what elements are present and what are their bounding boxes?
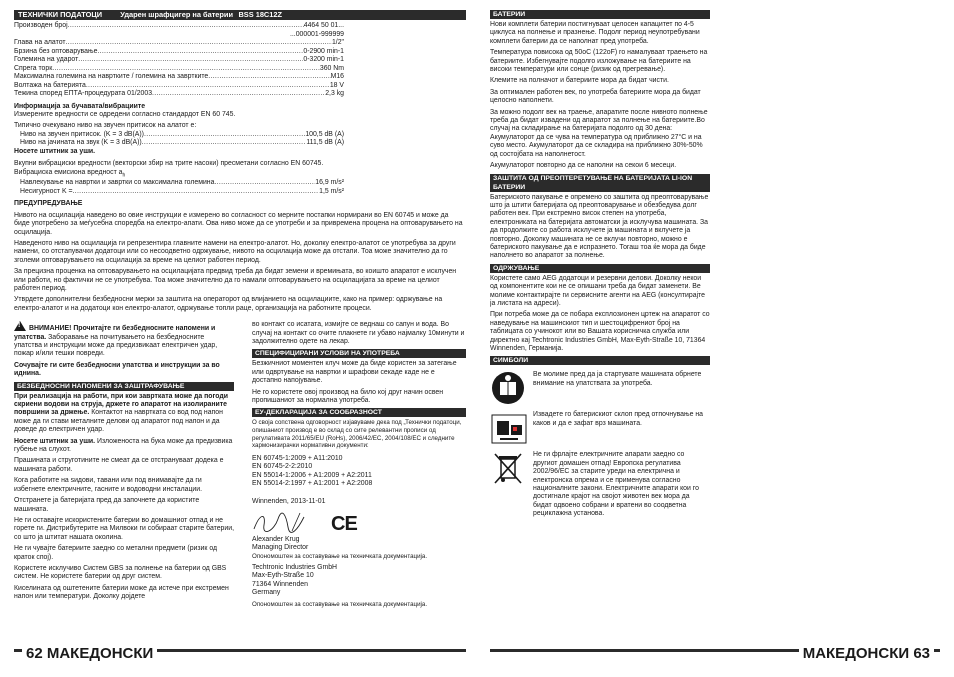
safety-paragraph: Не ги оставајте искористените батерии во домашниот отпад и не горете ги. Дистрибутерите на Милвоки ги собираат старите батерии, со што ја штитат нашата околина. — [14, 516, 234, 541]
ce-mark: CE — [331, 513, 357, 536]
model-number: BSS 18C12Z — [238, 10, 282, 19]
hidden-wires-warning: При реализација на работи, при кои завртката може да погоди скриени водови на струја, држете го апаратот на изолираните површини за држење. — [14, 392, 228, 417]
battery-paragraph: За оптимален работен век, по употреба батериите мора да бидат целосно наполнети. — [490, 88, 701, 105]
noise-row — [20, 139, 344, 148]
signer-role: Managing Director — [252, 544, 309, 552]
spec-section-title: ТЕХНИЧКИ ПОДАТОЦИ — [18, 10, 103, 19]
warning-paragraph: Утврдете дополнителни безбедносни мерки за заштита на операторот од влијанието на осцилациите, како на пример: одржување на електро-алатот и на додатоци кон електро-алатот, одржување топли раце, организација на работните процеси. — [14, 296, 443, 312]
attention-text: Заборавање на почитувањето на безбедносните упатства и инструкции може да предизвикаат електричен удар, пожар и/или тешки повреди. — [14, 333, 218, 358]
noise-ear-protection: Носете штитник за уши. — [14, 147, 96, 155]
symbols-title: СИМБОЛИ — [490, 356, 710, 365]
symbol-row — [490, 451, 710, 518]
vibration-row-leader — [73, 188, 320, 197]
batteries-title: БАТЕРИИ — [490, 10, 710, 19]
left-page — [14, 10, 466, 665]
spec-header — [14, 10, 466, 20]
warning-paragraph: Наведеното ниво на осцилација ги репрезентира главните намени на електро-алатот. Но, доколку електро-алатот се употребува за други намени, со отстапувачки додатоци или со несоодветно одржување, нивото на осцилација може да отстапи. Тоа може значително да го зголеми оптоварувањето на осцилација за време на целиот работен период. — [14, 239, 456, 264]
authorized-note-2: Опономоштен за составување на техничката документација. — [252, 600, 428, 608]
maintenance-title: ОДРЖУВАЊЕ — [490, 264, 710, 273]
symbol-text: Не ги фрлајте електричните апарати заедно со другиот домашен отпад! Европска регулатива 2002/96/EC за старите уреди на електрична и електронска опрема и се применува согласно националните закони. Електричните апарати кои го достигнале крајот на својот животен век мора да бидат одвоено собрани и вратени во соодветна рециклажна установа. — [533, 451, 699, 518]
noise-block — [14, 103, 344, 157]
noise-typical: Типично очекувано ниво на звучен притисок на алатот е: — [14, 122, 197, 130]
symbol-text: Извадете го батерискиот склоп пред отпочнување на каков и да е зафат врз машината. — [533, 411, 703, 427]
spec-row-label: Спрега торк — [14, 64, 53, 72]
tool-name: Ударен шрафцигер на батерии — [120, 10, 234, 19]
company-line: Max-Eyth-Straße 10 — [252, 572, 314, 580]
eu-declaration-text: О своја сопствена одговорност изјавуваме дека под „Технички податоци, опишаниот производ е во склад со сите релевантни прописи од регулативата 2011/65/EU (RoHs), 2006/42/EC, 2004/108/EC и следните хармонизирачки нормативни документи: — [252, 419, 462, 450]
attention-heading: ВНИМАНИЕ! Прочитајте ги безбедносните напомени и упатства. — [14, 325, 216, 341]
safety-paragraph: Кога работите на ѕидови, тавани или под внимавајте да ги избегнете електричните, гасните и водоводни инсталации. — [14, 477, 203, 493]
signer-name: Alexander Krug — [252, 535, 300, 543]
read-manual-icon — [490, 371, 528, 405]
spec-row-leader — [97, 48, 303, 57]
keep-instructions: Сочувајте ги сите безбедносни упатства и инструкции за во иднина. — [14, 361, 220, 378]
spec-row — [14, 22, 344, 31]
noise-row-leader — [144, 131, 305, 140]
spec-table — [14, 22, 344, 99]
vibration-emission: Вибрациска емисиона вредност a — [14, 168, 123, 176]
noise-row — [20, 131, 344, 140]
spec-row-leader — [66, 39, 332, 48]
spec-row-leader — [52, 65, 320, 74]
spec-row-value: 360 Nm — [319, 64, 344, 72]
safety-paragraph: Прашината и струготините не смеат да се отстрануваат додека е машината работи. — [14, 457, 224, 473]
spec-row — [14, 65, 344, 74]
company-line: Techtronic Industries GmbH — [252, 564, 338, 572]
warning-paragraph: Нивото на осцилација наведено во овие инструкции е измерено во согласност со мерните постапки нормирани во EN 60745 и може да биде употребено за меѓусебна споредба на електро-апати. Ова ниво може да се употреби и за привремена процена на оптоварувањето на осцилација. — [14, 211, 463, 236]
eu-declaration-title: ЕУ-ДЕКЛАРАЦИЈА ЗА СООБРАЗНОСТ — [252, 408, 466, 417]
signature-row — [252, 510, 466, 536]
footer-left — [14, 645, 466, 665]
footer-right-text: МАКЕДОНСКИ 63 — [799, 645, 934, 662]
spec-row-label: Големина на ударот — [14, 56, 79, 63]
noise-row-value: 111,5 dB (A) — [306, 139, 344, 147]
safety-paragraph: Користете исклучиво Систем GBS за полнење на батерии од GBS систем. Не користете батерии од друг систем. — [14, 564, 227, 581]
spec-row-value: 1/2" — [331, 39, 344, 46]
spec-row-label: Брзина без оптоварување — [14, 47, 98, 55]
spec-row-leader — [68, 22, 304, 31]
vibration-block: Вкупни вибрациски вредности (векторски збир на трите насоки) пресметани согласно EN 60745. Вибрациска емисиона вредност $a_h$ Навлекување на навртки и завртки со максимална големина ..... 16,9 m/s² Несигурност K = ..... 1,5 m/s² — [14, 160, 344, 196]
spec-row — [14, 90, 344, 99]
vibration-row-label: Навлекување на навртки и завртки со максимална големина — [20, 179, 215, 187]
spec-row — [14, 82, 344, 91]
spec-row-leader — [152, 90, 325, 99]
ear-protection-heading: Носете штитник за уши. — [14, 437, 96, 445]
spec-row-leader — [86, 82, 330, 91]
ear-protection-text: Изложеноста на бука може да предизвика губење на слухот. — [14, 437, 233, 454]
vibration-row-value: 1,5 m/s² — [319, 187, 344, 195]
safety-paragraph: Отстранете ја батеријата пред да започнете да користите машината. — [14, 497, 200, 513]
left-column-1 — [14, 321, 234, 612]
norm-item: EN 60745-1:2009 + A11:2010 — [252, 454, 343, 462]
safety-paragraph: Не ги чувајте батериите заедно со метални предмети (ризик од краток спој). — [14, 545, 218, 561]
spec-row-value: 2,3 kg — [325, 90, 344, 97]
battery-paragraph: Акумулаторот повторно да се наполни на секои 6 месеци. — [490, 162, 677, 170]
spec-row-leader — [208, 73, 330, 82]
warning-title: ПРЕДУПРЕДУВАЊЕ — [14, 200, 83, 208]
battery-paragraph: Нови комплети батерии постигнуваат целосен капацитет по 4-5 циклуса на полнење и празнење. Подолг период неупотребувани комплети батерии да се наполнат пред употреба. — [490, 21, 700, 45]
vibration-row-leader — [214, 179, 315, 188]
noise-row-value: 100,5 dB (A) — [305, 130, 344, 138]
footer-left-text: 62 МАКЕДОНСКИ — [22, 645, 157, 662]
norm-item: EN 55014-1:2006 + A1:2009 + A2:2011 — [252, 471, 372, 479]
spec-row — [14, 48, 344, 57]
vibration-intro: Вкупни вибрациски вредности (векторски збир на трите насоки) пресметани согласно EN 60745. — [14, 160, 324, 168]
spec-row-label: Волтажа на батерията — [14, 81, 86, 89]
spec-row-value: M16 — [330, 73, 344, 80]
norm-item: EN 60745-2-2:2010 — [252, 463, 313, 471]
spec-row — [14, 39, 344, 48]
spec-row-leader — [78, 56, 303, 65]
spec-row — [14, 73, 344, 82]
specified-use-paragraph: Безжичниот моментен клуч може да биде користен за затегање или одвртување на навртки и шрафови секаде каде не е достапно напојување. — [252, 360, 457, 385]
right-column-2 — [726, 10, 940, 523]
spec-row-value: ...000001-999999 — [289, 30, 344, 38]
spec-row — [14, 31, 344, 40]
authorized-note-1: Опономоштен за составување на техничката документација. — [252, 552, 428, 560]
safety-paragraph: Киселината од оштетените батерии може да истече при екстремен напон или температури. Доколку дојдете — [14, 584, 229, 601]
spec-row-label: Максимална големина на навртките / големина на завртките — [14, 73, 209, 80]
warning-paragraph: За прецизна проценка на оптоварувањето на осцилацијата предвид треба да бидат земени и времињата, во коишто апаратот е исклучен или работи, но фактички не се употребува. Тоа може значително да го намали оптоварувањето на осцилацијата за време на целиот работен период. — [14, 268, 457, 292]
remove-battery-icon — [490, 411, 528, 445]
noise-title: Информација за бучавата/вибрациите — [14, 102, 146, 110]
weee-bin-icon — [490, 451, 528, 485]
hidden-wires-text: Контактот на навртката со вод под напон може да ги стави металните делови од апаратот под напон и да доведе до електричен удар. — [14, 409, 223, 434]
overload-protection-title: ЗАШТИТА ОД ПРЕОПТЕРЕТУВАЊЕ НА БАТЕРИЈАТА LI-ION БАТЕРИИ — [490, 174, 710, 192]
spec-row — [14, 56, 344, 65]
symbol-row — [490, 411, 710, 445]
battery-paragraph: За можно подолг век на траење, апаратите после нивното полнење треба да бидат извадени од апаратот за полнење на батериите.Во случај на складирање на батеријата подолго од 30 дена: Акумулаторот да се чува на температура од приближно 27°C и на суво место. Акумулаторот да се складира на приближно 30%-50% од состојбата на наполнетост. — [490, 108, 708, 158]
spec-row-value: 0-2900 min-1 — [303, 47, 344, 55]
vibration-row-label: Несигурност K = — [20, 187, 73, 195]
spec-row-label: Глава на алатот — [14, 39, 66, 46]
acid-continuation: во контакт со исатата, измијте се веднаш со сапун и вода. Во случај на контакт со очите плакнете ги убаво најмалку 10минути и задолжително одете на лекар. — [252, 321, 465, 345]
overload-protection-text: Батериското пакување е опремено со заштита од преоптоварување што ја штити батеријата од преоптоварување и обезбедува долг работен век. При екстремно висок степен на употреба, електрониката на батеријата автоматски ја исклучува машината. За да продолжите со работа исклучете ја машината и вклучете ја повторно. Доколку машината не се вклучи повторно, можно е батериското пакување да е испразнето. Тогаш тоа ќе мора да биде наполнето во апаратот за полнење. — [490, 193, 709, 260]
company-line: Germany — [252, 589, 281, 597]
vibration-row — [20, 188, 344, 197]
battery-paragraph: Клемите на полначот и батериите мора да бидат чисти. — [490, 77, 669, 85]
symbol-row — [490, 371, 710, 405]
maintenance-paragraph: При потреба може да се побара експлозионен цртеж на апаратот со наведување на машинскиот тип и шестоцифрениот број на таблицата со учинокот или во Вашата корисничка служба или директно кај Techtronic Industries GmbH, Max-Eyth-Straße 10, 71364 Winnenden, Германија. — [490, 311, 710, 352]
vibration-row-value: 16,9 m/s² — [315, 179, 344, 187]
spec-row-value: 18 V — [329, 81, 344, 89]
safety-notes-title: БЕЗБЕДНОСНИ НАПОМЕНИ ЗА ЗАШТРАФУВАЊЕ — [14, 382, 234, 391]
declaration-date: Winnenden, 2013-11-01 — [252, 498, 326, 506]
company-line: 71364 Winnenden — [252, 580, 308, 588]
symbol-text: Ве молиме пред да ја стартувате машината обрнете внимание на упатствата за употреба. — [533, 371, 702, 387]
left-column-2 — [252, 321, 466, 612]
norm-item: EN 55014-2:1997 + A1:2001 + A2:2008 — [252, 480, 373, 488]
noise-row-label: Ниво на звучен притисок. (K = 3 dB(A)) — [20, 130, 144, 138]
battery-paragraph: Температура повисока од 50oC (122oF) го намалуваат траењето на батериите. Избегнувајте подолго изложување на батериите на високи температури или сонце (ризик од прегревање). — [490, 49, 708, 74]
specified-use-paragraph: Не го користете овој производ на било кој друг начин освен пропишаниот за нормална употреба. — [252, 388, 444, 405]
warning-paragraphs — [14, 212, 466, 313]
right-column-1 — [490, 10, 710, 523]
spec-row-label: Тежина според ЕПТА-процедурата 01/2003 — [14, 90, 153, 97]
warning-triangle-icon — [14, 321, 26, 331]
spec-row-value: 0-3200 min-1 — [303, 56, 344, 63]
spec-row-value: 4464 50 01... — [303, 22, 344, 29]
spec-row-label: Производен број — [14, 22, 68, 29]
specified-use-title: СПЕЦИФИЦИРАНИ УСЛОВИ НА УПОТРЕБА — [252, 349, 466, 358]
noise-row-label: Ниво на јачината на звук (K = 3 dB(A)) — [20, 139, 142, 147]
right-page — [490, 10, 940, 665]
signature-icon — [252, 511, 307, 535]
vibration-row — [20, 179, 344, 188]
footer-right — [490, 645, 940, 665]
noise-intro: Измерените вредности се одредени согласно стандардот EN 60 745. — [14, 110, 236, 118]
maintenance-paragraph: Користете само AEG додатоци и резервни делови. Доколку некои од компонентите кои не се опишани треба да бидат заменети. Ве молиме контактирајте ги сервисните агенти на AEG (консултирајте ја листата на адреси). — [490, 274, 706, 307]
noise-row-leader — [142, 139, 307, 148]
